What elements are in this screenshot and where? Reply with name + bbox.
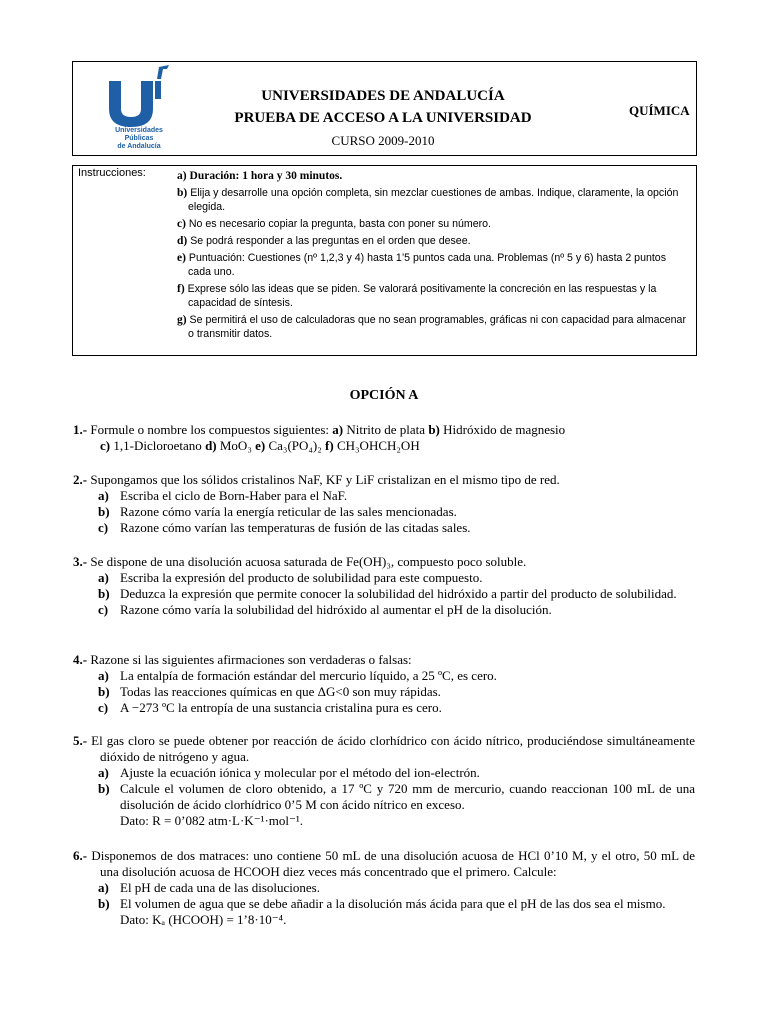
text-fragment: Elija y desarrolle una opción completa, sin mezclar cuestiones de ambas. Indique, claramente, la opción elegida. [188,187,679,213]
text-fragment: Ca₃(PO₄)₂ [268,438,322,453]
instruction-item [177,234,689,248]
text-fragment: 2.- [73,472,88,487]
text-fragment: d) [177,235,188,247]
text-fragment: Razone cómo varían las temperaturas de fusión de las citadas sales. [120,520,471,535]
question-1: 1.- Formule o nombre los compuestos siguientes: a) Nitrito de plata b) Hidróxido de magnesio c) 1,1-Dicloroetano d) MoO₃ e) Ca₃(PO₄)₂ f) CH₃OHCH₂OH [73,422,566,453]
question-6 [73,848,695,928]
text-fragment: 3.- [73,554,88,569]
option-title: OPCIÓN A [349,388,419,403]
text-fragment: Hidróxido de magnesio [443,422,566,437]
text-fragment: a) [98,765,109,780]
exam-header [72,61,697,156]
question-item [73,765,695,781]
text-fragment: b) [177,187,188,199]
text-fragment: Razone si las siguientes afirmaciones son verdaderas o falsas: [90,652,412,667]
university-logo [103,65,175,150]
question-data-note: Dato: Kₐ (HCOOH) = 1’8·10⁻⁴. [120,912,287,927]
question-item [73,504,695,520]
question-item [73,896,695,912]
text-fragment: Deduzca la expresión que permite conocer la solubilidad del hidróxido a partir del producto de solubilidad. [120,586,677,601]
text-fragment: b) [98,504,110,519]
text-fragment: a) [98,570,109,585]
text-fragment: CH₃OHCH₂OH [336,438,420,453]
text-fragment: Ajuste la ecuación iónica y molecular por el método del ion-electrón. [120,765,480,780]
logo-caption [103,127,175,151]
logo-caption-line-2: de Andalucía [117,143,161,150]
text-fragment: El pH de cada una de las disoluciones. [120,880,320,895]
instructions-label: Instrucciones: [78,167,146,179]
text-fragment: c) [98,602,109,617]
text-fragment: Escriba el ciclo de Born-Haber para el NaF. [120,488,348,503]
text-fragment: Puntuación: Cuestiones (nº 1,2,3 y 4) hasta 1’5 puntos cada una. Problemas (nº 5 y 6) hasta 2 puntos cada uno. [188,252,666,278]
text-fragment: A −273 ºC la entropía de una sustancia cristalina pura es cero. [120,700,442,715]
question-item [73,668,695,684]
question-item [73,880,695,896]
instruction-item [177,217,689,231]
instruction-item [177,313,689,341]
question-4 [73,652,695,716]
header-title-2: PRUEBA DE ACCESO A LA UNIVERSIDAD [234,110,532,126]
question-item [73,488,695,504]
u-logo-icon [103,65,175,127]
text-fragment: a) [98,668,109,683]
text-fragment: Disponemos de dos matraces: uno contiene 50 mL de una disolución acuosa de HCl 0’10 M, y el otro, 50 mL de una disolución acuosa de HCOOH diez veces más concentrado que el primero. Calcule: [91,848,696,879]
text-fragment: a) [177,170,187,182]
text-fragment: c) [177,218,186,230]
text-fragment: Razone cómo varía la energía reticular de las sales mencionadas. [120,504,457,519]
question-item [73,700,695,716]
text-fragment: b) [98,781,110,796]
question-item [73,684,695,700]
question-data-note: Dato: R = 0’082 atm·L·K⁻¹·mol⁻¹. [120,813,304,828]
text-fragment: Duración: 1 hora y 30 minutos. [189,170,343,182]
text-fragment: e) [177,252,186,264]
instructions-box [72,165,697,356]
question-3 [73,554,695,618]
text-fragment: a) [98,488,109,503]
header-title-1: UNIVERSIDADES DE ANDALUCÍA [261,88,505,104]
question-item [73,520,695,536]
instruction-item [177,251,689,279]
text-fragment: c) [98,520,109,535]
instruction-item [177,169,689,183]
text-fragment: Todas las reacciones químicas en que ΔG<0 son muy rápidas. [120,684,441,699]
instructions-list [177,166,689,341]
text-fragment: a) [98,880,109,895]
text-fragment: Formule o nombre los compuestos siguientes: [90,422,330,437]
text-fragment: 1,1-Dicloroetano [113,438,202,453]
text-fragment: La entalpía de formación estándar del mercurio líquido, a 25 ºC, es cero. [120,668,497,683]
text-fragment: MoO₃ [219,438,252,453]
text-fragment: b) [98,684,110,699]
text-fragment: 5.- [73,733,88,748]
text-fragment: Se dispone de una disolución acuosa saturada de Fe(OH)₃, compuesto poco soluble. [90,554,527,569]
text-fragment: 1.- [73,422,88,437]
question-item [73,586,695,602]
question-5 [73,733,695,829]
instruction-item [177,282,689,310]
question-item [73,602,695,618]
text-fragment: b) [98,586,110,601]
course-label: CURSO 2009-2010 [331,133,435,148]
text-fragment: No es necesario copiar la pregunta, basta con poner su número. [188,218,491,230]
question-2 [73,472,695,536]
question-item [73,781,695,813]
text-fragment: b) [98,896,110,911]
text-fragment: 6.- [73,848,88,863]
text-fragment: Se permitirá el uso de calculadoras que no sean programables, gráficas ni con capacidad para almacenar o transmitir datos. [188,314,686,340]
text-fragment: Razone cómo varía la solubilidad del hidróxido al aumentar el pH de la disolución. [120,602,552,617]
text-fragment: g) [177,314,187,326]
text-fragment: El gas cloro se puede obtener por reacción de ácido clorhídrico con ácido nítrico, produciéndose simultáneamente dióxido de nitrógeno y agua. [91,733,696,764]
text-fragment: 4.- [73,652,88,667]
text-fragment: Calcule el volumen de cloro obtenido, a 17 ºC y 720 mm de mercurio, cuando reaccionan 100 mL de una disolución de ácido clorhídrico 0’5 M con ácido nítrico en exceso. [120,781,695,812]
text-fragment: f) [177,283,185,295]
question-item [73,570,695,586]
text-fragment: El volumen de agua que se debe añadir a la disolución más ácida para que el pH de las dos sea el mismo. [120,896,666,911]
text-fragment: Supongamos que los sólidos cristalinos NaF, KF y LiF cristalizan en el mismo tipo de red. [90,472,560,487]
text-fragment: Escriba la expresión del producto de solubilidad para este compuesto. [120,570,483,585]
text-fragment: c) [98,700,109,715]
text-fragment: Se podrá responder a las preguntas en el orden que desee. [190,235,471,247]
logo-caption-line-1: Universidades Públicas [115,127,163,142]
text-fragment: Nitrito de plata [346,422,426,437]
subject-label: QUÍMICA [629,103,690,118]
instruction-item [177,186,689,214]
text-fragment: Exprese sólo las ideas que se piden. Se valorará positivamente la concreción en las respuestas y la capacidad de síntesis. [187,283,657,309]
